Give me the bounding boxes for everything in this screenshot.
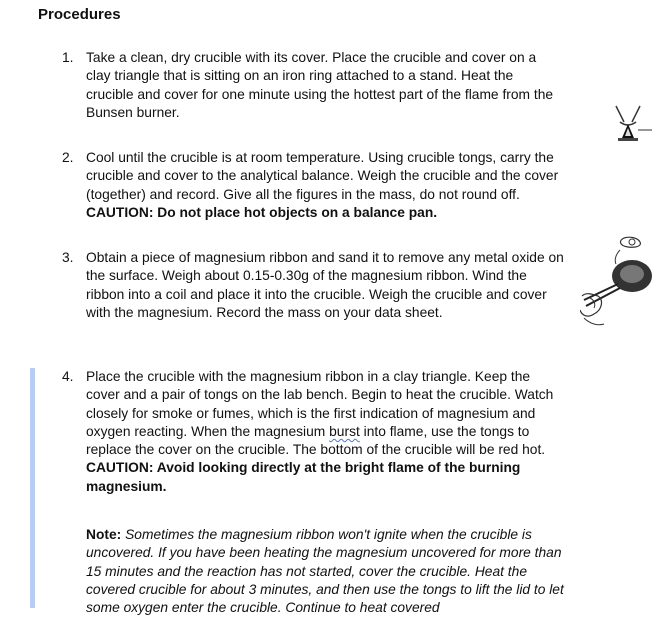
note-paragraph: [86, 526, 572, 617]
step-number: 2.: [62, 150, 74, 165]
step-text-wrapper: [86, 368, 564, 496]
caution-text: CAUTION: Do not place hot objects on a balance pan.: [86, 204, 438, 220]
step-number: 4.: [62, 369, 74, 384]
note-text: Sometimes the magnesium ribbon won't ignite when the crucible is uncovered. If you have been heating the magnesium uncovered for more than 15 minutes and the reaction has not started, cover the crucible. Heat the covered crucible for about 3 minutes, and then use the tongs to lift the lid to let some oxygen enter the crucible. Continue to heat covered: [86, 527, 564, 616]
step-text: Obtain a piece of magnesium ribbon and sand it to remove any metal oxide on the surface. Weigh about 0.15-0.30g of the magnesium ribbon. Wind the ribbon into a coil and place it into the crucible. Weigh the crucible and cover with the magnesium. Record the mass on your data sheet.: [86, 250, 564, 320]
step-text: Place the crucible with the magnesium ribbon in a clay triangle. Keep the cover and a pair of tongs on the lab bench. Begin to heat the crucible. Watch closely for smoke or fumes, which is the first indication of magnesium and oxygen reacting. When the magnesium: [86, 369, 554, 439]
step-number: 3.: [62, 250, 74, 265]
step-text: Cool until the crucible is at room temperature. Using crucible tongs, carry the crucible and cover to the analytical balance. Weigh the crucible and the cover (together) and record. Give all the figures in the mass, do not round off.: [86, 150, 559, 202]
hand-crucible-illustration: [580, 234, 652, 330]
caution-text: CAUTION: Avoid looking directly at the bright flame of the burning magnesium.: [86, 460, 521, 494]
crucible-flame-illustration: [612, 100, 652, 150]
step-text-wrapper: [86, 149, 564, 222]
step-text: Take a clean, dry crucible with its cover. Place the crucible and cover on a clay triangle that is sitting on an iron ring attached to a stand. Heat the crucible and cover for one minute using the hottest part of the flame from the Bunsen burner.: [86, 50, 554, 120]
step-text-cont: into flame, use the tongs to replace the cover on the crucible. The bottom of the crucible will be red hot.: [86, 423, 546, 458]
step-number: 1.: [62, 50, 74, 65]
note-label: Note:: [86, 527, 122, 542]
revision-change-bar: [30, 368, 35, 608]
page-heading: Procedures: [38, 6, 121, 23]
spellcheck-flagged-word[interactable]: burst: [329, 423, 360, 439]
